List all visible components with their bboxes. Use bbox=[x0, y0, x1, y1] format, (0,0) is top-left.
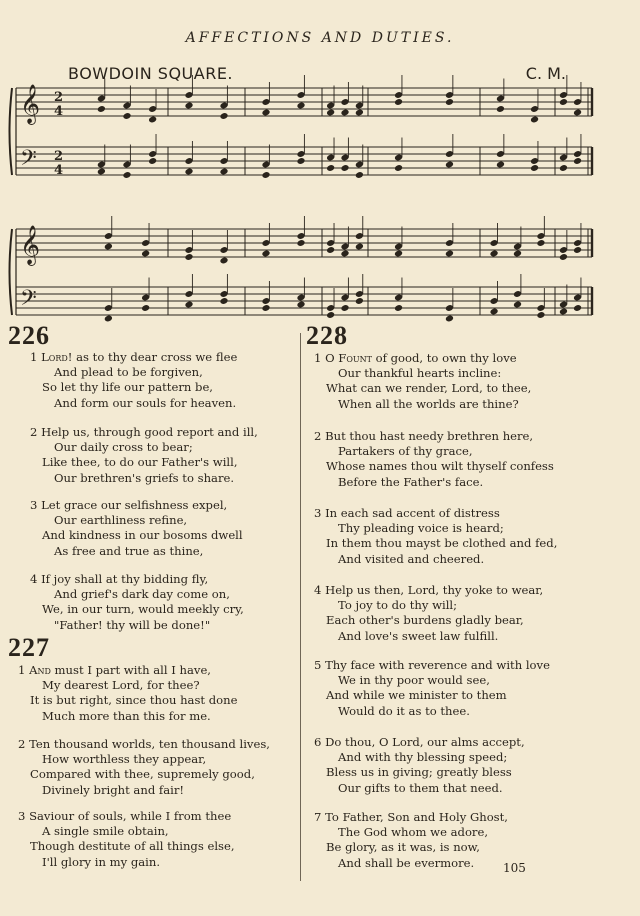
hymn-number-227: 227 bbox=[8, 633, 50, 662]
tune-name: BOWDOIN SQUARE. bbox=[68, 64, 234, 83]
tune-meter: C. M. bbox=[525, 64, 566, 83]
hymn-228-stanza-7: 7 To Father, Son and Holy Ghost, The God whom we adore, Be glory, as it was, is now, And shall be evermore. bbox=[314, 810, 508, 870]
page-number: 105 bbox=[503, 861, 526, 875]
score-system-1 bbox=[10, 75, 593, 179]
score-system-2 bbox=[10, 216, 593, 322]
hymn-228-stanza-1: 1 O Fount of good, to own thy love Our thankful hearts incline: What can we render, Lord, to thee, When all the worlds are thine? bbox=[314, 351, 532, 411]
svg-text:4: 4 bbox=[54, 163, 64, 178]
hymn-226-stanza-4: 4 If joy shall at thy bidding fly, And grief's dark day come on, We, in our turn, would meekly cry, "Father! thy will be done!" bbox=[30, 572, 244, 632]
svg-text:𝄞: 𝄞 bbox=[20, 84, 41, 124]
hymn-228-stanza-6: 6 Do thou, O Lord, our alms accept, And with thy blessing speed; Bless us in giving; greatly bless Our gifts to them that need. bbox=[314, 735, 525, 795]
section-title: AFFECTIONS AND DUTIES. bbox=[185, 30, 455, 46]
music-score bbox=[0, 0, 640, 335]
svg-text:𝄢: 𝄢 bbox=[20, 286, 37, 316]
hymn-227-stanza-3: 3 Saviour of souls, while I from thee A single smile obtain, Though destitute of all things else, I'll glory in my gain. bbox=[18, 809, 235, 869]
hymn-228-stanza-4: 4 Help us then, Lord, thy yoke to wear, To joy to do thy will; Each other's burdens gladly bear, And love's sweet law fulfill. bbox=[314, 583, 544, 643]
hymn-227-stanza-2: 2 Ten thousand worlds, ten thousand lives, How worthless they appear, Compared with thee, supremely good, Divinely bright and fair! bbox=[18, 737, 270, 797]
svg-text:𝄢: 𝄢 bbox=[20, 146, 37, 176]
hymn-228-stanza-5: 5 Thy face with reverence and with love We in thy poor would see, And while we minister to them Would do it as to thee. bbox=[314, 658, 550, 718]
hymn-number-226: 226 bbox=[8, 321, 50, 350]
svg-text:𝄞: 𝄞 bbox=[20, 225, 41, 265]
hymn-226-stanza-3: 3 Let grace our selfishness expel, Our earthliness refine, And kindness in our bosoms dwell As free and true as thine, bbox=[30, 498, 243, 558]
column-divider bbox=[300, 333, 301, 881]
svg-text:2: 2 bbox=[54, 149, 64, 164]
hymn-226-stanza-2: 2 Help us, through good report and ill, Our daily cross to bear; Like thee, to do our Father's will, Our brethren's griefs to share. bbox=[30, 425, 258, 485]
hymn-number-228: 228 bbox=[306, 321, 348, 350]
hymn-226-stanza-1: 1 Lord! as to thy dear cross we flee And plead to be forgiven, So let thy life our pattern be, And form our souls for heaven. bbox=[30, 350, 238, 410]
hymn-228-stanza-3: 3 In each sad accent of distress Thy pleading voice is heard; In them thou mayst be clothed and fed, And visited and cheered. bbox=[314, 506, 558, 566]
hymn-228-stanza-2: 2 But thou hast needy brethren here, Partakers of thy grace, Whose names thou wilt thyself confess Before the Father's face. bbox=[314, 429, 554, 489]
svg-text:4: 4 bbox=[54, 104, 64, 119]
svg-text:2: 2 bbox=[54, 90, 64, 105]
hymn-227-stanza-1: 1 And must I part with all I have, My dearest Lord, for thee? It is but right, since thou hast done Much more than this for me. bbox=[18, 663, 238, 723]
